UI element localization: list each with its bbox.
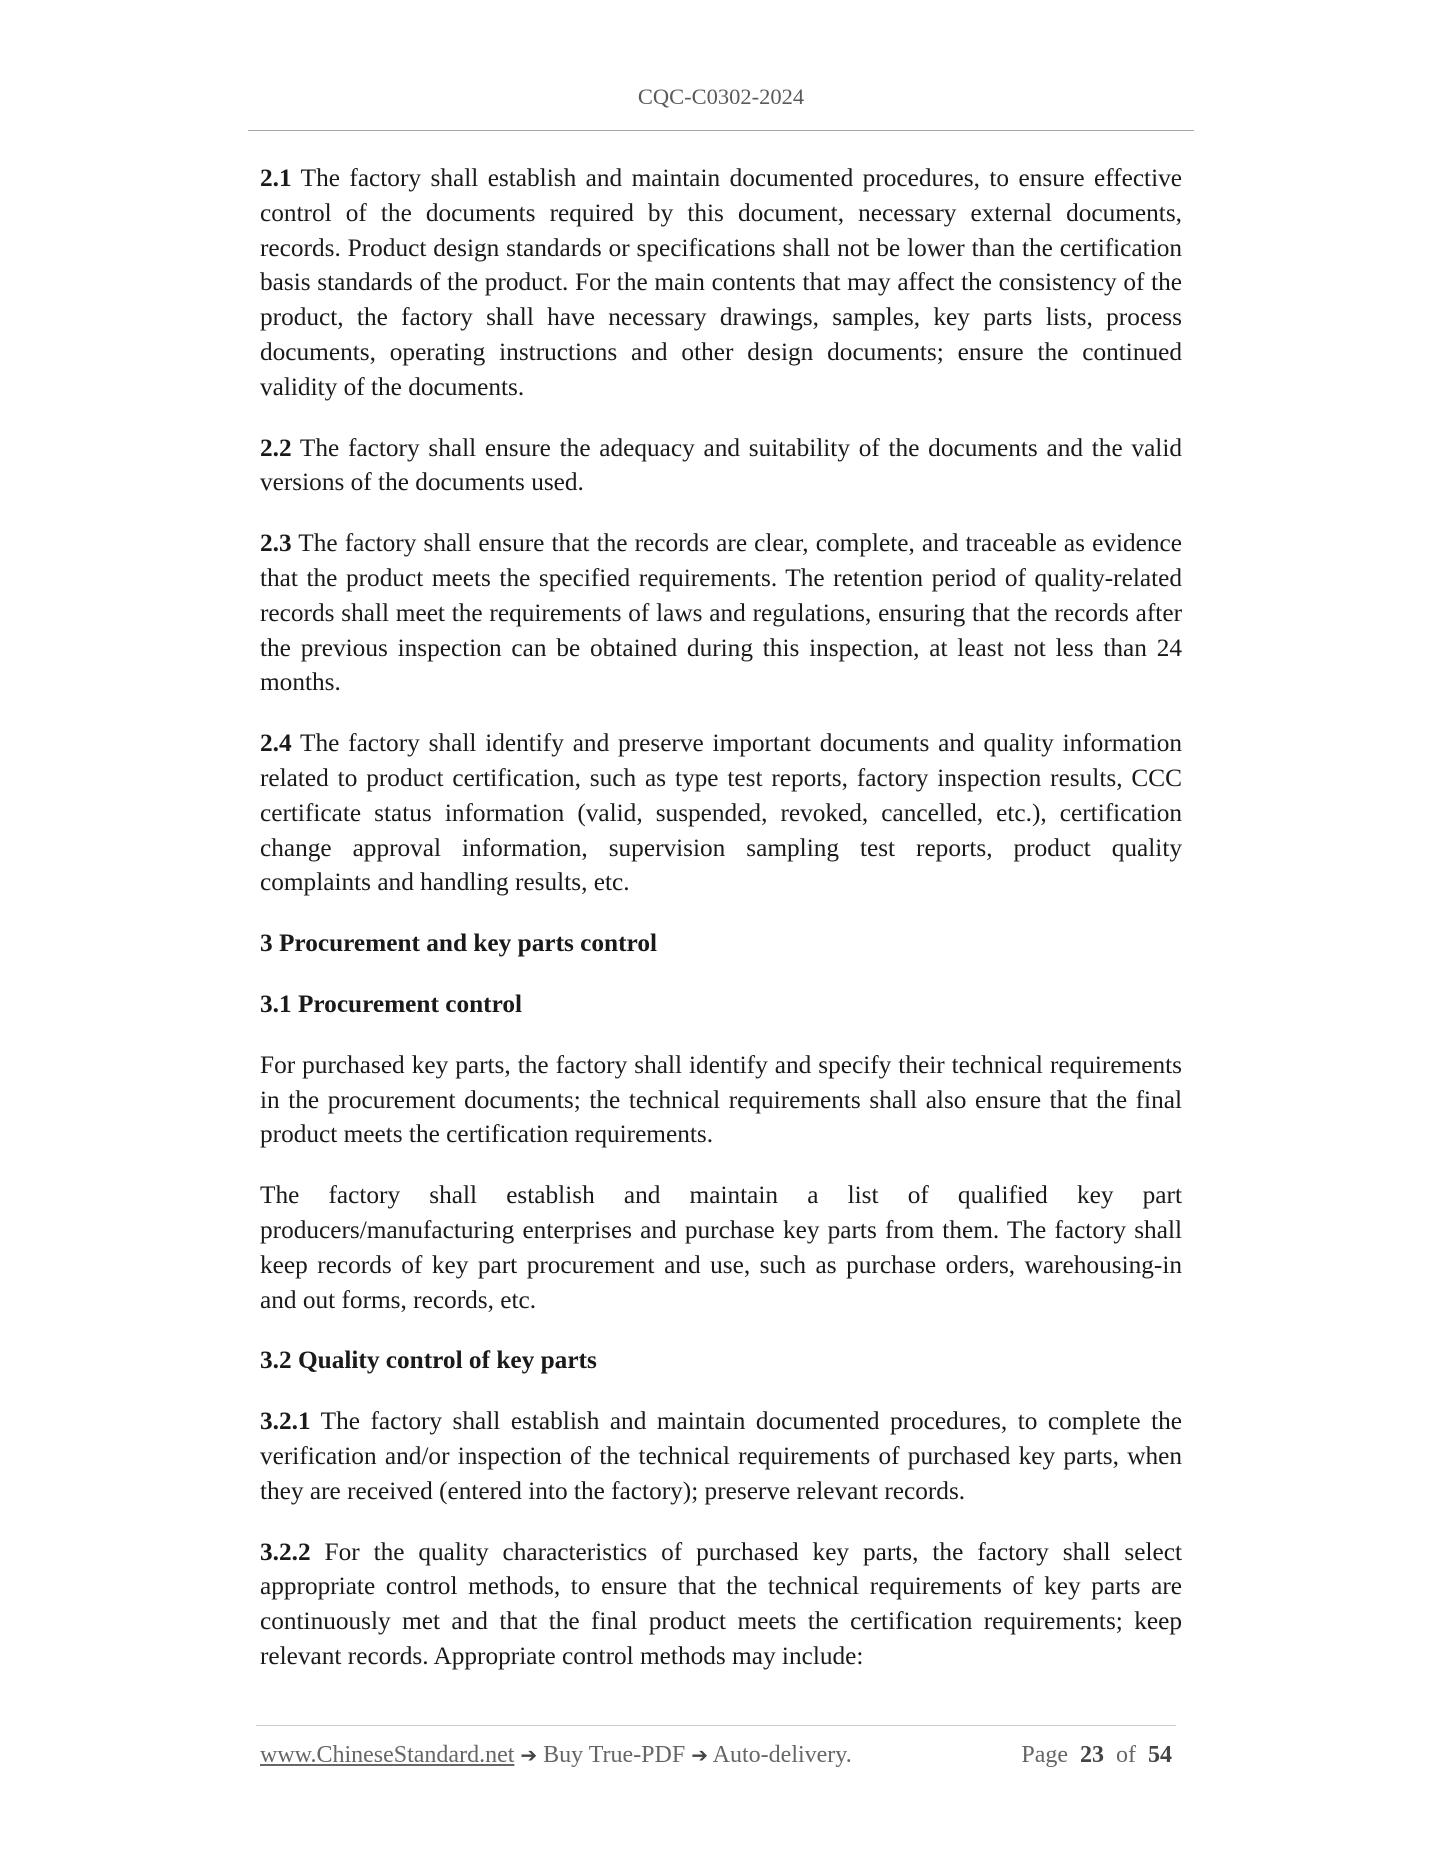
clause-2-4 (260, 726, 1182, 900)
clause-number: 2.2 (260, 433, 292, 462)
clause-text: For the quality characteristics of purchased key parts, the factory shall select appropriate control methods, to ensure that the technical requirements of key parts are continuously met and that the final product meets the certification requirements; keep relevant records. Appropriate control methods may include: (260, 1537, 1183, 1670)
clause-number: 2.3 (260, 529, 292, 558)
section-3-2-heading: 3.2 Quality control of key parts (260, 1346, 597, 1375)
clause-text: The factory shall identify and preserve important documents and quality information related to product certification, such as type test reports, factory inspection results, CCC certificate status information (valid, suspended, revoked, cancelled, etc.), certification change approval information, supervision sampling test reports, product quality complaints and handling results, etc. (260, 729, 1183, 897)
website-link[interactable]: www.ChineseStandard.net (260, 1742, 515, 1768)
page-label: Page (1021, 1742, 1068, 1768)
clause-2-2 (260, 431, 1182, 501)
current-page: 23 (1080, 1742, 1104, 1768)
paragraph-3-1-b: The factory shall establish and maintain a list of qualified key part producers/manufacturing enterprises and purchase key parts from them. The factory shall keep records of key part procurement and use, such as purchase orders, warehousing-in and out forms, records, etc. (260, 1181, 1182, 1314)
footer-divider (256, 1725, 1176, 1726)
document-body (260, 161, 1182, 1700)
clause-2-3 (260, 526, 1182, 700)
right-arrow-icon: ➔ (691, 1743, 708, 1767)
clause-number: 2.4 (260, 729, 292, 758)
clause-number: 3.2.2 (260, 1537, 311, 1566)
buy-true-pdf-text: Buy True-PDF (543, 1742, 686, 1768)
document-code-header: CQC-C0302-2024 (637, 84, 805, 109)
clause-number: 3.2.1 (260, 1407, 311, 1436)
total-pages: 54 (1148, 1742, 1172, 1768)
clause-3-2-2 (260, 1535, 1182, 1674)
clause-2-1 (260, 161, 1182, 405)
of-label: of (1116, 1742, 1136, 1768)
right-arrow-icon: ➔ (520, 1743, 538, 1767)
clause-3-2-1 (260, 1404, 1182, 1508)
footer-promo (260, 1742, 852, 1769)
page-footer (260, 1742, 1180, 1776)
section-3-1-heading: 3.1 Procurement control (260, 989, 523, 1018)
clause-text: The factory shall establish and maintain documented procedures, to complete the verification and/or inspection of the technical requirements of purchased key parts, when they are received (entered into the factory); preserve relevant records. (260, 1407, 1182, 1505)
clause-text: The factory shall ensure the adequacy and suitability of the documents and the valid versions of the documents used. (260, 433, 1183, 497)
auto-delivery-text: Auto-delivery. (712, 1742, 852, 1768)
section-3-heading: 3 Procurement and key parts control (260, 929, 657, 958)
clause-number: 2.1 (260, 164, 292, 192)
paragraph-3-1-a: For purchased key parts, the factory shall identify and specify their technical requirements in the procurement documents; the technical requirements shall also ensure that the final product meets the certification requirements. (260, 1050, 1182, 1149)
clause-text: The factory shall ensure that the records are clear, complete, and traceable as evidence that the product meets the specified requirements. The retention period of quality-related records shall meet the requirements of laws and regulations, ensuring that the records after the previous inspection can be obtained during this inspection, at least not less than 24 months. (260, 529, 1182, 697)
header-divider (248, 130, 1194, 131)
clause-text: The factory shall establish and maintain documented procedures, to ensure effective control of the documents required by this document, necessary external documents, records. Product design standards or specifications shall not be lower than the certification basis standards of the product. For the main contents that may affect the consistency of the product, the factory shall have necessary drawings, samples, key parts lists, process documents, operating instructions and other design documents; ensure the continued validity of the documents. (260, 164, 1182, 401)
page-number (1021, 1742, 1172, 1769)
